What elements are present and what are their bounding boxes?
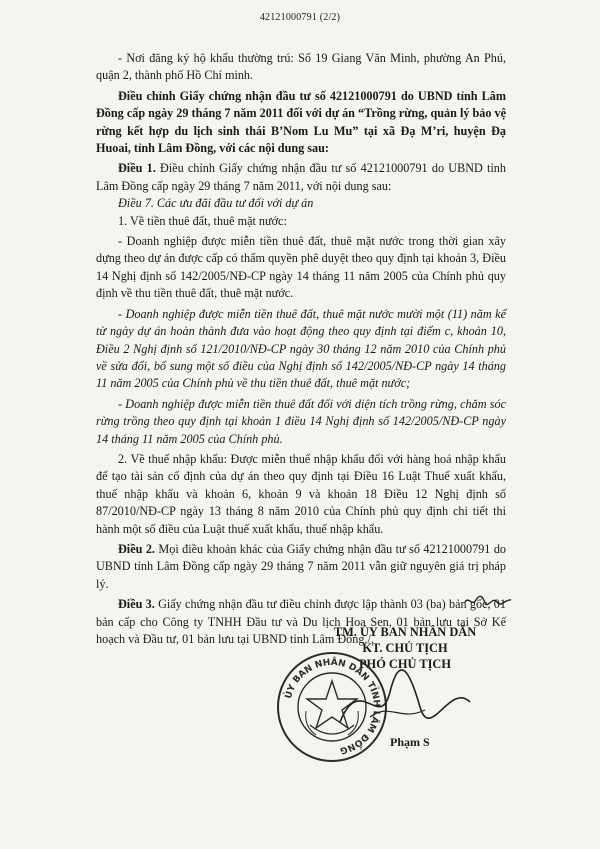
article-3-text: Giấy chứng nhận đầu tư điều chỉnh được lập thành 03 (ba) bản gốc, 01 bản cấp cho Công ty TNHH Đầu tư và Du lịch Hoa Sen, 01 bản lưu tại Sở Kế hoạch và Đầu tư, 01 bản lưu tại UBND tỉnh Lâm Đồng./. xyxy=(96,597,506,646)
signature-line-on-behalf: KT. CHỦ TỊCH xyxy=(362,641,448,655)
paragraph-adjustment-title: Điều chỉnh Giấy chứng nhận đầu tư số 42121000791 do UBND tỉnh Lâm Đồng cấp ngày 29 tháng 7 năm 2011 đối với dự án “Trồng rừng, quản lý bảo vệ rừng kết hợp du lịch sinh thái B’Nom Lu Mu” tại xã Đạ M’ri, huyện Đạ Huoai, tỉnh Lâm Đồng, với các nội dung sau: xyxy=(96,88,506,156)
paragraph-land-rent-exemption-3: - Doanh nghiệp được miễn tiền thuê đất đối với diện tích trồng rừng, chăm sóc rừng trồng theo quy định tại khoản 1 điều 14 Nghị định số 142/2005/NĐ-CP ngày 14 tháng 11 năm 2005 của Chính phủ. xyxy=(96,396,506,446)
paragraph-land-rent-exemption-2: - Doanh nghiệp được miễn tiền thuê đất, thuê mặt nước mười một (11) năm kể từ ngày dự án hoàn thành đưa vào hoạt động theo quy định tại điểm c, khoản 10, Điều 2 Nghị định số 121/2010/NĐ-CP ngày 30 tháng 12 năm 2010 của Chính phủ về sửa đổi, bổ sung một số điều của Nghị định số 142/2005/NĐ-CP ngày 14 tháng 11 năm 2005 của Chính phủ về thu tiền thuê đất, thuê mặt nước; xyxy=(96,306,506,391)
article-2-label: Điều 2. xyxy=(118,541,155,556)
article-1-label: Điều 1. xyxy=(118,161,156,176)
article-1-text: Điều chỉnh Giấy chứng nhận đầu tư số 42121000791 do UBND tỉnh Lâm Đồng cấp ngày 29 tháng 7 năm 2011, với nội dung sau: xyxy=(96,161,506,193)
paragraph-article-1 xyxy=(96,160,506,195)
document-reference: 42121000791 (2/2) xyxy=(259,12,341,23)
signature-line-title: PHÓ CHỦ TỊCH xyxy=(358,657,452,671)
paragraph-article-2 xyxy=(96,541,506,593)
paragraph-import-tax: 2. Về thuế nhập khẩu: Được miễn thuế nhập khẩu đối với hàng hoá nhập khẩu để tạo tài sản cố định của dự án theo quy định tại Điều 16 Luật Thuế xuất khẩu, thuế nhập khẩu và khoản 6, khoản 9 và khoản 18 Điều 12 Nghị định số 87/2010/NĐ-CP ngày 13 tháng 8 năm 2010 của Chính phủ quy định chi tiết thi hành một số điều của Luật thuế xuất khẩu, thuế nhập khẩu. xyxy=(96,451,506,536)
signer-name: Phạm S xyxy=(390,735,430,749)
article-3-label: Điều 3. xyxy=(118,597,155,612)
svg-text:ỦY BAN NHÂN DÂN TỈNH LÂM ĐỒNG: ỦY BAN NHÂN DÂN TỈNH LÂM ĐỒNG xyxy=(283,657,382,756)
handwritten-signature xyxy=(330,662,480,742)
paragraph-land-rent-heading: 1. Về tiền thuê đất, thuê mặt nước: xyxy=(118,213,287,228)
paragraph-residence: - Nơi đăng ký hộ khẩu thường trú: Số 19 Giang Văn Minh, phường An Phú, quận 2, thành phố Hồ Chí minh. xyxy=(96,51,506,83)
paragraph-land-rent-exemption-1: - Doanh nghiệp được miễn tiền thuê đất, thuê mặt nước trong thời gian xây dựng theo dự án được cấp có thẩm quyền phê duyệt theo quy định tại khoản 3, Điều 14 Nghị định số 142/2005/NĐ-CP ngày 14 tháng 11 năm 2005 của Chính phủ quy định về thu tiền thuê đất, thuê mặt nước. xyxy=(96,234,506,301)
signature-line-org: TM. ỦY BAN NHÂN DÂN xyxy=(333,625,477,639)
initials-scribble xyxy=(463,593,513,609)
paragraph-article-7-heading: Điều 7. Các ưu đãi đầu tư đối với dự án xyxy=(118,196,314,211)
document-body xyxy=(96,50,506,648)
article-2-text: Mọi điều khoản khác của Giấy chứng nhận đầu tư số 42121000791 do UBND tỉnh Lâm Đồng cấp ngày 29 tháng 7 năm 2011 vẫn giữ nguyên giá trị pháp lý. xyxy=(96,541,507,591)
